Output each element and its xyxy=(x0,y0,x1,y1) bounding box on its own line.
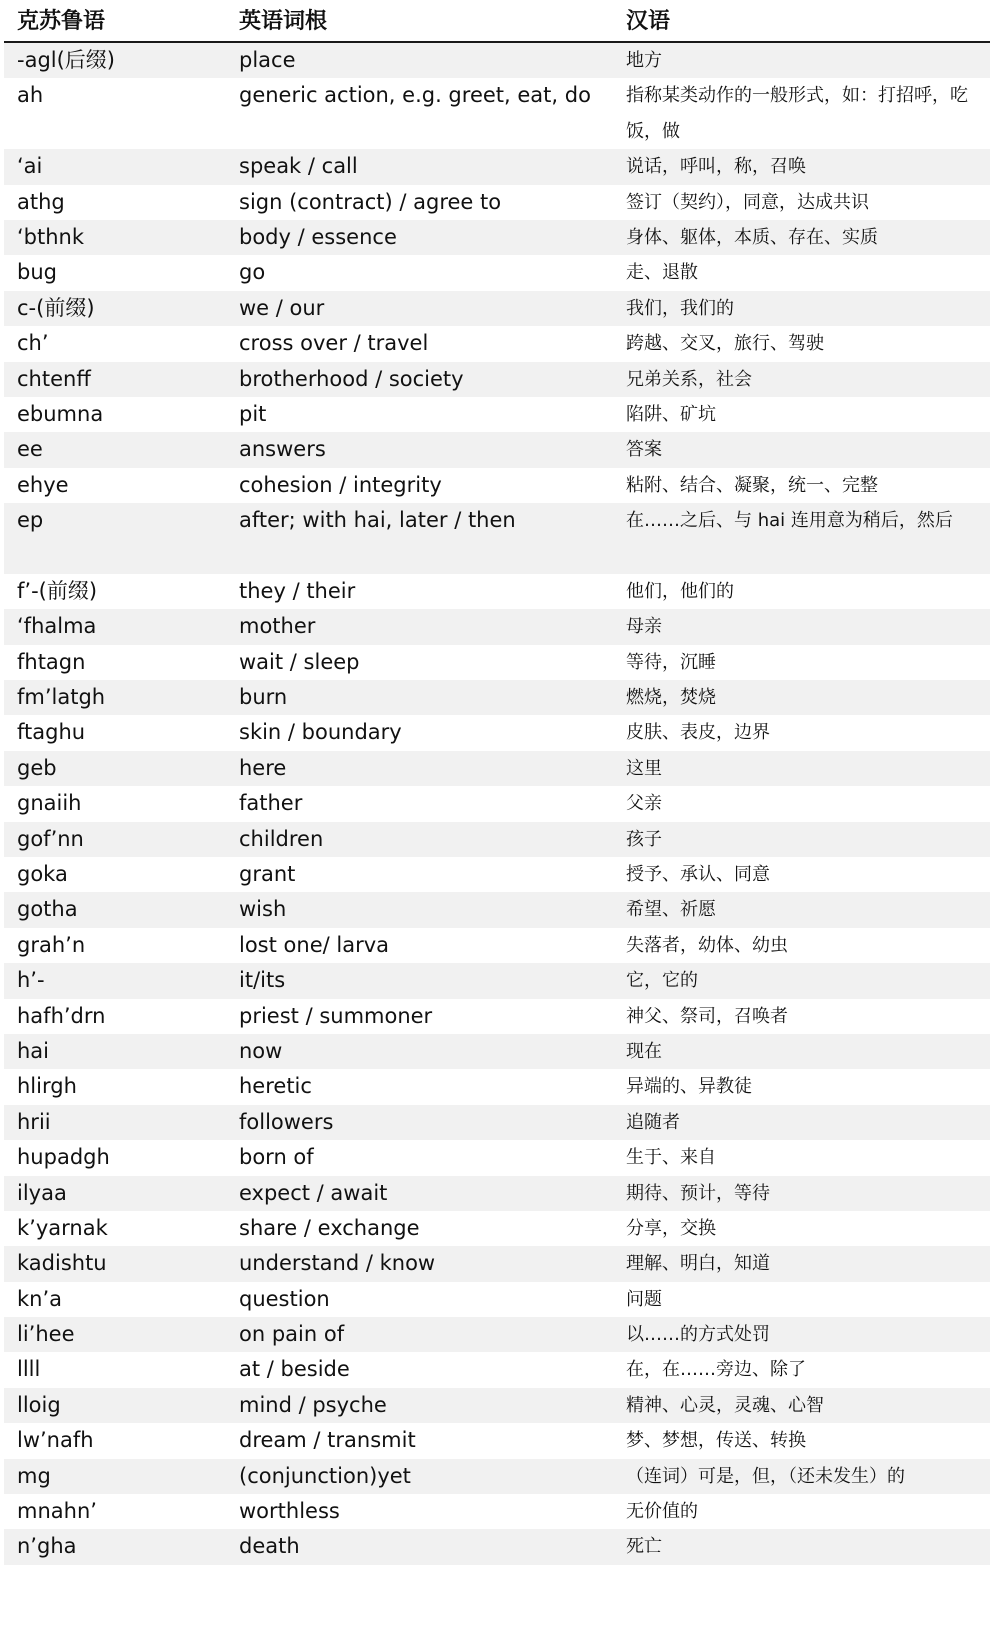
cthulhu-word: llll xyxy=(17,1357,41,1382)
table-row xyxy=(4,78,990,149)
english-root: worthless xyxy=(239,1499,340,1524)
chinese-meaning: 异端的、异教徒 xyxy=(626,1076,752,1098)
chinese-meaning: 以……的方式处罚 xyxy=(626,1324,770,1346)
table-row xyxy=(4,1494,990,1529)
cthulhu-word: ‘ai xyxy=(17,154,43,179)
cthulhu-word: ah xyxy=(17,83,44,108)
table-row xyxy=(4,857,990,892)
table-row xyxy=(4,645,990,680)
table-row xyxy=(4,1459,990,1494)
table-row xyxy=(4,574,990,609)
english-root: children xyxy=(239,826,324,851)
cthulhu-word: li’hee xyxy=(17,1322,75,1347)
cthulhu-word: c-(前缀) xyxy=(17,295,95,320)
table-row xyxy=(4,1352,990,1387)
cthulhu-word: gof’nn xyxy=(17,826,84,851)
chinese-meaning: 这里 xyxy=(626,757,662,779)
chinese-meaning: 孩子 xyxy=(626,828,662,850)
english-root: mother xyxy=(239,614,316,639)
chinese-meaning: 授予、承认、同意 xyxy=(626,864,770,886)
table-row xyxy=(4,1105,990,1140)
cthulhu-word: gnaiih xyxy=(17,791,82,816)
cthulhu-word: hrii xyxy=(17,1109,51,1134)
cthulhu-word: kadishtu xyxy=(17,1251,107,1276)
cthulhu-word: fm’latgh xyxy=(17,685,106,710)
english-root: cross over / travel xyxy=(239,331,429,356)
cthulhu-word: -agl(后缀) xyxy=(17,48,115,72)
chinese-meaning: 皮肤、表皮，边界 xyxy=(626,722,770,744)
chinese-meaning: 陷阱、矿坑 xyxy=(626,403,716,425)
cthulhu-word: hlirgh xyxy=(17,1074,77,1099)
cthulhu-word: ch’ xyxy=(17,331,49,356)
chinese-meaning: 走、退散 xyxy=(626,262,698,284)
english-root: lost one/ larva xyxy=(239,932,389,957)
table-row xyxy=(4,468,990,503)
cthulhu-word: chtenff xyxy=(17,366,91,391)
cthulhu-word: lloig xyxy=(17,1392,61,1417)
table-row xyxy=(4,1317,990,1352)
cthulhu-word: ‘bthnk xyxy=(17,224,85,249)
english-root: father xyxy=(239,791,303,816)
chinese-meaning: 在，在……旁边、除了 xyxy=(626,1359,806,1381)
chinese-meaning: 理解、明白，知道 xyxy=(626,1253,770,1275)
english-root: wish xyxy=(239,897,287,922)
chinese-meaning: 在……之后、与 hai 连用意为稍后，然后 xyxy=(626,510,953,532)
chinese-meaning: 父亲 xyxy=(626,793,662,815)
table-row xyxy=(4,715,990,750)
chinese-meaning: 他们，他们的 xyxy=(626,580,734,602)
header-chinese: 汉语 xyxy=(626,9,671,34)
table-row xyxy=(4,43,990,78)
english-root: on pain of xyxy=(239,1322,345,1347)
table-body xyxy=(4,43,990,1565)
chinese-meaning: 粘附、结合、凝聚，统一、完整 xyxy=(626,474,878,496)
chinese-meaning: 它，它的 xyxy=(626,970,698,992)
cthulhu-word: bug xyxy=(17,260,57,285)
english-root: they / their xyxy=(239,578,356,603)
english-root: speak / call xyxy=(239,154,358,179)
cthulhu-word: gotha xyxy=(17,897,78,922)
cthulhu-word: k’yarnak xyxy=(17,1215,108,1240)
english-root: after; with hai, later / then xyxy=(239,508,516,533)
table-header xyxy=(4,0,990,43)
table-row xyxy=(4,1140,990,1175)
table-row xyxy=(4,432,990,467)
chinese-meaning: 失落者，幼体、幼虫 xyxy=(626,934,788,956)
cthulhu-word: ‘fhalma xyxy=(17,614,97,639)
cthulhu-word: goka xyxy=(17,862,68,887)
english-root: death xyxy=(239,1534,300,1559)
cthulhu-word: grah’n xyxy=(17,932,86,957)
cthulhu-word: mg xyxy=(17,1463,51,1488)
table-row xyxy=(4,609,990,644)
cthulhu-word: fhtagn xyxy=(17,649,86,674)
table-row xyxy=(4,1529,990,1564)
english-root: body / essence xyxy=(239,224,397,249)
chinese-meaning: 签订（契约），同意，达成共识 xyxy=(626,191,869,213)
cthulhu-word: ep xyxy=(17,508,44,533)
chinese-meaning: 身体、躯体，本质、存在、实质 xyxy=(626,226,878,248)
english-root: sign (contract) / agree to xyxy=(239,189,502,214)
table-row xyxy=(4,291,990,326)
english-root: go xyxy=(239,260,266,285)
chinese-meaning: 问题 xyxy=(626,1288,662,1310)
table-row xyxy=(4,503,990,574)
table-row xyxy=(4,1211,990,1246)
table-row xyxy=(4,255,990,290)
chinese-meaning: 追随者 xyxy=(626,1111,680,1133)
cthulhu-word: f’-(前缀) xyxy=(17,578,98,603)
english-root: dream / transmit xyxy=(239,1428,416,1453)
english-root: burn xyxy=(239,685,288,710)
chinese-meaning: 无价值的 xyxy=(626,1501,698,1523)
chinese-meaning: 地方 xyxy=(626,50,662,71)
cthulhu-word: hai xyxy=(17,1038,50,1063)
english-root: cohesion / integrity xyxy=(239,472,442,497)
english-root: wait / sleep xyxy=(239,649,360,674)
english-root: at / beside xyxy=(239,1357,350,1382)
english-root: expect / await xyxy=(239,1180,388,1205)
chinese-meaning: 燃烧，焚烧 xyxy=(626,687,716,709)
glossary-table xyxy=(4,0,990,1565)
chinese-meaning: 死亡 xyxy=(626,1536,662,1558)
chinese-meaning: 等待，沉睡 xyxy=(626,651,716,673)
chinese-meaning: 希望、祈愿 xyxy=(626,899,716,921)
english-root: born of xyxy=(239,1145,314,1170)
english-root: skin / boundary xyxy=(239,720,402,745)
table-row xyxy=(4,1069,990,1104)
table-row xyxy=(4,822,990,857)
cthulhu-word: athg xyxy=(17,189,65,214)
english-root: now xyxy=(239,1038,283,1063)
chinese-meaning: 期待、预计，等待 xyxy=(626,1182,770,1204)
chinese-meaning: 生于、来自 xyxy=(626,1147,716,1169)
chinese-meaning: 答案 xyxy=(626,439,662,461)
english-root: brotherhood / society xyxy=(239,366,464,391)
english-root: (conjunction)yet xyxy=(239,1463,411,1488)
table-row xyxy=(4,751,990,786)
cthulhu-word: ilyaa xyxy=(17,1180,67,1205)
chinese-meaning: 说话，呼叫，称，召唤 xyxy=(626,156,806,178)
english-root: mind / psyche xyxy=(239,1392,387,1417)
cthulhu-word: hupadgh xyxy=(17,1145,110,1170)
english-root: here xyxy=(239,755,287,780)
chinese-meaning: 母亲 xyxy=(626,616,662,638)
cthulhu-word: n’gha xyxy=(17,1534,77,1559)
chinese-meaning: 梦、梦想，传送、转换 xyxy=(626,1430,806,1452)
cthulhu-word: ee xyxy=(17,437,43,462)
table-row xyxy=(4,1388,990,1423)
chinese-meaning: （连词）可是，但，（还未发生）的 xyxy=(626,1465,905,1487)
table-row xyxy=(4,786,990,821)
table-row xyxy=(4,928,990,963)
english-root: grant xyxy=(239,862,296,887)
chinese-meaning: 分享，交换 xyxy=(626,1217,716,1239)
cthulhu-word: geb xyxy=(17,755,57,780)
cthulhu-word: ebumna xyxy=(17,401,104,426)
table-row xyxy=(4,362,990,397)
table-row xyxy=(4,326,990,361)
cthulhu-word: kn’a xyxy=(17,1286,63,1311)
chinese-meaning: 兄弟关系，社会 xyxy=(626,368,752,390)
chinese-meaning: 神父、祭司，召唤者 xyxy=(626,1005,788,1027)
chinese-meaning: 指称某类动作的一般形式，如：打招呼，吃饭，做 xyxy=(626,85,968,142)
table-row xyxy=(4,220,990,255)
cthulhu-word: h’- xyxy=(17,968,45,993)
chinese-meaning: 我们，我们的 xyxy=(626,297,734,319)
table-row xyxy=(4,185,990,220)
english-root: understand / know xyxy=(239,1251,436,1276)
chinese-meaning: 现在 xyxy=(626,1040,662,1062)
table-row xyxy=(4,999,990,1034)
table-row xyxy=(4,149,990,184)
cthulhu-word: mnahn’ xyxy=(17,1499,97,1524)
chinese-meaning: 精神、心灵，灵魂、心智 xyxy=(626,1394,824,1416)
english-root: followers xyxy=(239,1109,334,1134)
cthulhu-word: ftaghu xyxy=(17,720,86,745)
english-root: place xyxy=(239,48,296,72)
table-row xyxy=(4,892,990,927)
english-root: share / exchange xyxy=(239,1215,420,1240)
header-english-root: 英语词根 xyxy=(239,9,328,34)
english-root: it/its xyxy=(239,968,286,993)
cthulhu-word: hafh’drn xyxy=(17,1003,106,1028)
table-row xyxy=(4,1423,990,1458)
table-row xyxy=(4,680,990,715)
english-root: pit xyxy=(239,401,267,426)
english-root: heretic xyxy=(239,1074,312,1099)
table-row xyxy=(4,1246,990,1281)
table-row xyxy=(4,1034,990,1069)
english-root: question xyxy=(239,1286,330,1311)
table-row xyxy=(4,963,990,998)
table-row xyxy=(4,1176,990,1211)
english-root: generic action, e.g. greet, eat, do xyxy=(239,83,591,108)
table-row xyxy=(4,1282,990,1317)
header-cthulhu: 克苏鲁语 xyxy=(17,9,106,34)
english-root: answers xyxy=(239,437,326,462)
cthulhu-word: lw’nafh xyxy=(17,1428,94,1453)
english-root: we / our xyxy=(239,295,325,320)
table-row xyxy=(4,397,990,432)
english-root: priest / summoner xyxy=(239,1003,433,1028)
cthulhu-word: ehye xyxy=(17,472,69,497)
chinese-meaning: 跨越、交叉，旅行、驾驶 xyxy=(626,333,824,355)
